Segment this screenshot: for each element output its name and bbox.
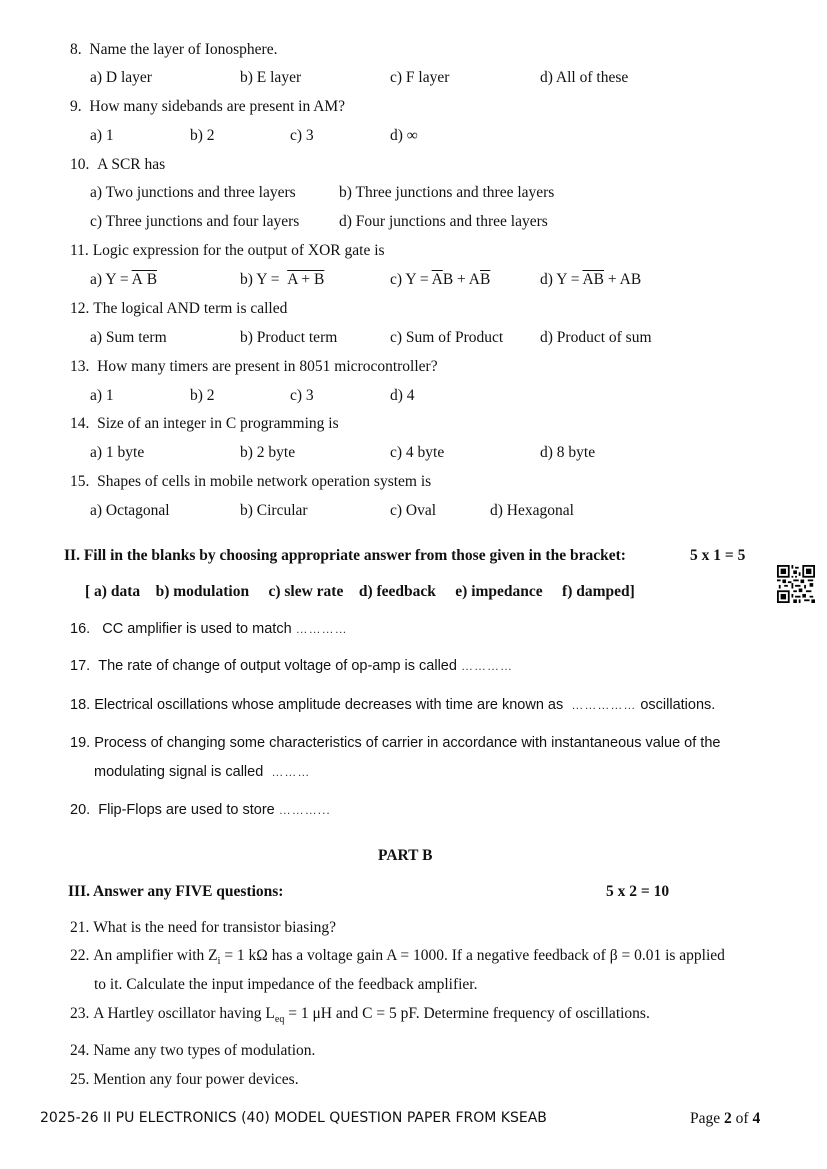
option-b: b) Three junctions and three layers (339, 184, 555, 201)
option-a: a) 1 (90, 127, 114, 144)
question-25: 25. Mention any four power devices. (70, 1071, 299, 1088)
option-a: a) 1 byte (90, 444, 145, 461)
option-c: c) Sum of Product (390, 329, 504, 346)
question-9: 9. How many sidebands are present in AM? (70, 98, 346, 115)
question-17: 17. The rate of change of output voltage of op-amp is called ………… (70, 658, 513, 674)
option-a: a) Y = A B (90, 271, 158, 288)
footer-title: 2025-26 II PU ELECTRONICS (40) MODEL QUESTION PAPER FROM KSEAB (40, 1110, 547, 1126)
part-title: PART B (378, 847, 433, 864)
option-a: a) Two junctions and three layers (90, 184, 296, 201)
option-c: c) $Y = \overline{A}B + A\overline{B}$ (390, 271, 491, 288)
option-b: b) Circular (240, 502, 308, 519)
option-c: c) F layer (390, 69, 450, 86)
option-b: b) 2 byte (240, 444, 296, 461)
question-15: 15. Shapes of cells in mobile network operation system is (70, 473, 432, 490)
option-c: c) Three junctions and four layers (90, 213, 300, 230)
qr-code (777, 565, 815, 603)
section-marks: 5 x 1 = 5 (690, 547, 746, 564)
question-19: 19. Process of changing some characteristics of carrier in accordance with instantaneous value of the (70, 735, 721, 751)
option-c: c) 3 (290, 127, 314, 144)
option-c: c) Oval (390, 502, 437, 519)
option-a: a) Octagonal (90, 502, 170, 519)
option-b: b) E layer (240, 69, 302, 86)
answer-bracket: [ a) data b) modulation c) slew rate d) feedback e) impedance f) damped] (85, 583, 635, 600)
option-b: b) 2 (190, 387, 215, 404)
question-13: 13. How many timers are present in 8051 microcontroller? (70, 358, 438, 375)
option-d: d) 8 byte (540, 444, 596, 461)
option-b: b) 2 (190, 127, 215, 144)
question-22: 22. An amplifier with $Z_i = 1$ kΩ has a voltage gain A = 1000. If a negative feedback of β = 0.01 is applied (70, 947, 725, 968)
option-d: d) ∞ (390, 127, 418, 144)
section-heading: II. Fill in the blanks by choosing appropriate answer from those given in the bracket: (64, 547, 626, 564)
question-19-cont: modulating signal is called ……… (94, 764, 311, 780)
question-23: 23. A Hartley oscillator having $L_{eq} = 1$ μH and C = 5 pF. Determine frequency of oscillations. (70, 1005, 650, 1026)
option-d: d) Hexagonal (490, 502, 574, 519)
question-10: 10. A SCR has (70, 156, 166, 173)
question-18: 18. Electrical oscillations whose amplitude decreases with time are known as …………… oscillations. (70, 697, 716, 713)
option-a: a) 1 (90, 387, 114, 404)
option-d: d) All of these (540, 69, 629, 86)
option-a: a) D layer (90, 69, 152, 86)
question-21: 21. What is the need for transistor biasing? (70, 919, 337, 936)
option-b: b) Y = A + B (240, 271, 325, 288)
option-a: a) Sum term (90, 329, 167, 346)
question-12: 12. The logical AND term is called (70, 300, 288, 317)
question-11: 11. Logic expression for the output of XOR gate is (70, 242, 385, 259)
option-d: d) $Y = \overline{AB}$ + AB (540, 271, 642, 288)
page-number: Page 2 of 4 (690, 1110, 761, 1127)
question-22-cont: to it. Calculate the input impedance of the feedback amplifier. (94, 976, 478, 993)
section-marks: 5 x 2 = 10 (606, 883, 670, 900)
option-c: c) 4 byte (390, 444, 445, 461)
option-b: b) Product term (240, 329, 338, 346)
question-20: 20. Flip-Flops are used to store ………... (70, 802, 331, 818)
option-d: d) Four junctions and three layers (339, 213, 548, 230)
section-heading: III. Answer any FIVE questions: (68, 883, 284, 900)
option-d: d) Product of sum (540, 329, 652, 346)
question-14: 14. Size of an integer in C programming is (70, 415, 339, 432)
question-8: 8. Name the layer of Ionosphere. (70, 41, 278, 58)
option-c: c) 3 (290, 387, 314, 404)
question-16: 16. CC amplifier is used to match ………… (70, 621, 348, 637)
option-d: d) 4 (390, 387, 415, 404)
question-24: 24. Name any two types of modulation. (70, 1042, 316, 1059)
